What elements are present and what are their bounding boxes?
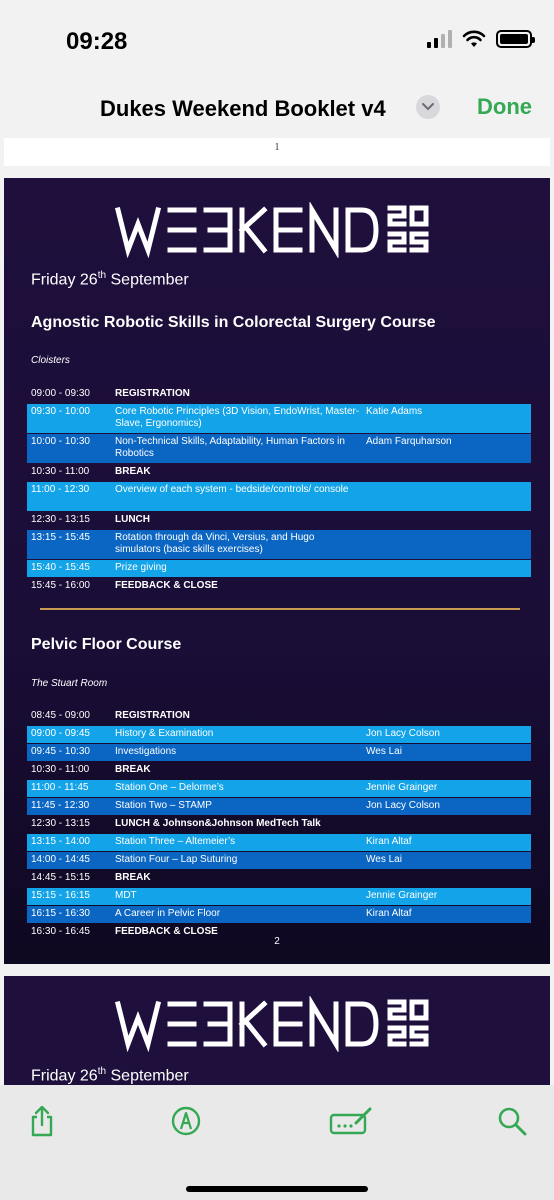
session-title: MDT bbox=[115, 890, 137, 901]
schedule-row bbox=[27, 708, 531, 725]
page-1 bbox=[4, 138, 550, 166]
session-title: Station Two – STAMP bbox=[115, 800, 212, 811]
session-title: A Career in Pelvic Floor bbox=[115, 908, 221, 919]
session-time: 10:30 - 11:00 bbox=[31, 764, 90, 775]
venue-label: The Stuart Room bbox=[31, 678, 108, 689]
wifi-icon bbox=[462, 30, 486, 48]
session-title: BREAK bbox=[115, 872, 151, 883]
schedule-row bbox=[27, 906, 531, 923]
course-title-pelvic-floor: Pelvic Floor Course bbox=[31, 636, 182, 653]
markup-button[interactable] bbox=[168, 1103, 204, 1139]
schedule-row bbox=[27, 888, 531, 905]
session-time: 11:00 - 12:30 bbox=[31, 484, 90, 495]
course-title-robotic: Agnostic Robotic Skills in Colorectal Surgery Course bbox=[31, 314, 436, 331]
session-time: 11:45 - 12:30 bbox=[31, 800, 90, 811]
session-time: 13:15 - 14:00 bbox=[31, 836, 90, 847]
session-speaker: Wes Lai bbox=[366, 854, 402, 865]
page-3 bbox=[4, 976, 550, 1085]
status-icons bbox=[427, 30, 532, 48]
schedule-row bbox=[27, 530, 531, 559]
signature-icon bbox=[328, 1105, 374, 1137]
schedule-row bbox=[27, 762, 531, 779]
document-title[interactable]: Dukes Weekend Booklet v4 bbox=[100, 96, 386, 121]
session-time: 16:30 - 16:45 bbox=[31, 926, 90, 937]
session-time: 08:45 - 09:00 bbox=[31, 710, 90, 721]
session-title: LUNCH bbox=[115, 514, 150, 525]
venue-label: Cloisters bbox=[31, 355, 70, 366]
session-time: 15:40 - 15:45 bbox=[31, 562, 90, 573]
session-time: 15:45 - 16:00 bbox=[31, 580, 90, 591]
session-title: Station Three – Altemeier’s bbox=[115, 836, 236, 847]
session-title: Core Robotic Principles (3D Vision, EndoWrist, Master-Slave, Ergonomics) bbox=[115, 406, 360, 429]
battery-icon bbox=[496, 30, 532, 48]
session-title: History & Examination bbox=[115, 728, 214, 739]
session-title: Investigations bbox=[115, 746, 177, 757]
session-title: BREAK bbox=[115, 466, 151, 477]
session-speaker: Adam Farquharson bbox=[366, 436, 452, 447]
weekend-2025-logo bbox=[114, 996, 444, 1052]
session-title: REGISTRATION bbox=[115, 710, 190, 721]
status-bar bbox=[0, 0, 554, 80]
section-divider bbox=[40, 608, 520, 610]
session-time: 14:45 - 15:15 bbox=[31, 872, 90, 883]
session-speaker: Jon Lacy Colson bbox=[366, 800, 440, 811]
session-time: 09:30 - 10:00 bbox=[31, 406, 90, 417]
title-menu-button[interactable] bbox=[416, 95, 440, 119]
signature-button[interactable] bbox=[327, 1103, 375, 1139]
document-header bbox=[0, 80, 554, 138]
document-viewer[interactable] bbox=[0, 138, 554, 1085]
session-time: 10:30 - 11:00 bbox=[31, 466, 90, 477]
schedule-table-pelvic-floor bbox=[27, 708, 531, 942]
session-title: FEEDBACK & CLOSE bbox=[115, 926, 218, 937]
schedule-row bbox=[27, 780, 531, 797]
session-time: 12:30 - 13:15 bbox=[31, 514, 90, 525]
schedule-row bbox=[27, 578, 531, 595]
schedule-row bbox=[27, 512, 531, 529]
cellular-signal-icon bbox=[427, 30, 452, 48]
session-speaker: Kiran Altaf bbox=[366, 836, 412, 847]
schedule-row bbox=[27, 726, 531, 743]
schedule-row bbox=[27, 386, 531, 403]
session-speaker: Kiran Altaf bbox=[366, 908, 412, 919]
session-time: 09:00 - 09:45 bbox=[31, 728, 90, 739]
session-speaker: Jon Lacy Colson bbox=[366, 728, 440, 739]
session-title: Overview of each system - bedside/controls/ console bbox=[115, 484, 349, 495]
share-icon bbox=[29, 1105, 55, 1137]
session-time: 10:00 - 10:30 bbox=[31, 436, 90, 447]
day-heading: Friday 26th September bbox=[31, 1066, 189, 1085]
schedule-row bbox=[27, 870, 531, 887]
session-time: 16:15 - 16:30 bbox=[31, 908, 90, 919]
search-icon bbox=[496, 1105, 528, 1137]
page-2 bbox=[4, 178, 550, 964]
share-button[interactable] bbox=[24, 1103, 60, 1139]
session-time: 11:00 - 11:45 bbox=[31, 782, 89, 793]
session-time: 15:15 - 16:15 bbox=[31, 890, 90, 901]
session-title: Station Four – Lap Suturing bbox=[115, 854, 238, 865]
chevron-down-icon bbox=[422, 103, 434, 111]
session-time: 09:45 - 10:30 bbox=[31, 746, 90, 757]
day-heading: Friday 26th September bbox=[31, 270, 189, 289]
schedule-row bbox=[27, 560, 531, 577]
session-title: FEEDBACK & CLOSE bbox=[115, 580, 218, 591]
schedule-row bbox=[27, 482, 531, 511]
page-number: 2 bbox=[274, 936, 280, 947]
schedule-table-robotic bbox=[27, 386, 531, 596]
done-button[interactable]: Done bbox=[477, 94, 532, 119]
session-title: Non-Technical Skills, Adaptability, Human Factors in Robotics bbox=[115, 436, 345, 459]
session-title: Rotation through da Vinci, Versius, and Hugo simulators (basic skills exercises) bbox=[115, 532, 315, 555]
schedule-row bbox=[27, 744, 531, 761]
bottom-toolbar bbox=[0, 1085, 554, 1200]
session-time: 13:15 - 15:45 bbox=[31, 532, 90, 543]
schedule-row bbox=[27, 834, 531, 851]
session-speaker: Wes Lai bbox=[366, 746, 402, 757]
session-speaker: Katie Adams bbox=[366, 406, 423, 417]
session-title: Station One – Delorme’s bbox=[115, 782, 224, 793]
session-time: 09:00 - 09:30 bbox=[31, 388, 90, 399]
home-indicator bbox=[186, 1186, 368, 1192]
schedule-row bbox=[27, 816, 531, 833]
schedule-row bbox=[27, 464, 531, 481]
session-speaker: Jennie Grainger bbox=[366, 890, 438, 901]
schedule-row bbox=[27, 852, 531, 869]
session-time: 12:30 - 13:15 bbox=[31, 818, 90, 829]
schedule-row bbox=[27, 404, 531, 433]
page-number: 1 bbox=[274, 142, 280, 153]
session-title: LUNCH & Johnson&Johnson MedTech Talk bbox=[115, 818, 321, 829]
session-time: 14:00 - 14:45 bbox=[31, 854, 90, 865]
weekend-2025-logo bbox=[114, 202, 444, 258]
status-time: 09:28 bbox=[66, 28, 128, 55]
session-speaker: Jennie Grainger bbox=[366, 782, 438, 793]
session-title: Prize giving bbox=[115, 562, 167, 573]
markup-icon bbox=[170, 1105, 202, 1137]
schedule-row bbox=[27, 798, 531, 815]
session-title: REGISTRATION bbox=[115, 388, 190, 399]
session-title: BREAK bbox=[115, 764, 151, 775]
search-button[interactable] bbox=[494, 1103, 530, 1139]
schedule-row bbox=[27, 434, 531, 463]
